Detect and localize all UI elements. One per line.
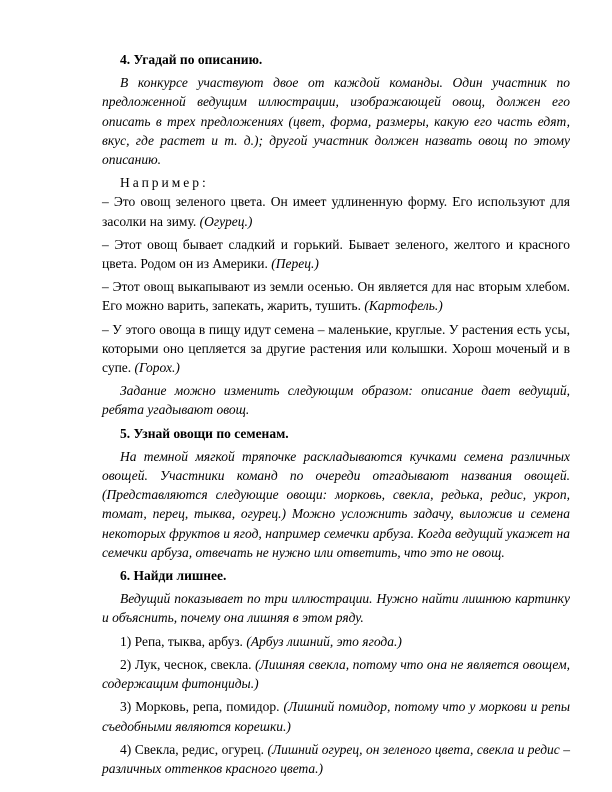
list-item: 4) Свекла, редис, огурец. (Лишний огурец, он зеленого цвета, свекла и редис – различных оттенков красного цвета.) <box>102 741 571 776</box>
section-4-intro: В конкурсе участвуют двое от каждой команды. Один участник по предложенной ведущим иллюстрации, изображающей овощ, должен его описать в трех предложениях (цвет, форма, размеры, какую его часть едят, вкус, где растет и т. д.); другой участник должен назвать овощ по этому описанию. <box>102 75 570 168</box>
section-4-note: Задание можно изменить следующим образом: описание дает ведущий, ребята угадывают овощ. <box>102 383 570 418</box>
list-item: 2) Лук, чеснок, свекла. (Лишняя свекла, потому что она не является овощем, содержащим фитонциды.) <box>102 656 570 692</box>
section-5-body: На темной мягкой тряпочке раскладываются кучками семена различных овощей. Участники команд по очереди отгадывают названия овощей. (Представляются следующие овощи: морковь, свекла, редька, редис, укроп, томат, перец, тыква, огурец.) Можно усложнить задачу, выложив и семена некоторых фруктов и ягод, например семечки арбуза. Когда ведущий укажет на семечки арбуза, отвечать не нужно или ответить, что это не овощ. <box>102 448 570 560</box>
section-heading-5: 5. Узнай овощи по семенам. <box>120 425 289 441</box>
example-item: – Этот овощ бывает сладкий и горький. Бывает зеленого, желтого и красного цвета. Родом он из Америки. (Перец.) <box>102 236 570 272</box>
section-heading-6: 6. Найди лишнее. <box>120 568 227 584</box>
section-6-intro: Ведущий показывает по три иллюстрации. Нужно найти лишнюю картинку и объяснить, почему она лишняя в этом ряду. <box>102 591 570 626</box>
section-heading-4: 4. Угадай по описанию. <box>120 52 263 67</box>
example-item: – Этот овощ выкапывают из земли осенью. Он является для нас вторым хлебом. Его можно варить, запекать, жарить, тушить. (Картофель.) <box>102 279 570 314</box>
list-item: 1) Репа, тыква, арбуз. (Арбуз лишний, это ягода.) <box>120 633 402 649</box>
document-page <box>102 50 570 778</box>
example-label: Например: <box>120 175 209 191</box>
list-item: 3) Морковь, репа, помидор. (Лишний помидор, потому что у моркови и репы съедобными являются корешки.) <box>102 699 570 734</box>
example-item: – У этого овоща в пищу идут семена – маленькие, круглые. У растения есть усы, которыми оно цепляется за другие растения или колышки. Хорош моченый и в супе. (Горох.) <box>102 321 570 376</box>
example-item: – Это овощ зеленого цвета. Он имеет удлиненную форму. Его используют для засолки на зиму. (Огурец.) <box>102 194 570 229</box>
